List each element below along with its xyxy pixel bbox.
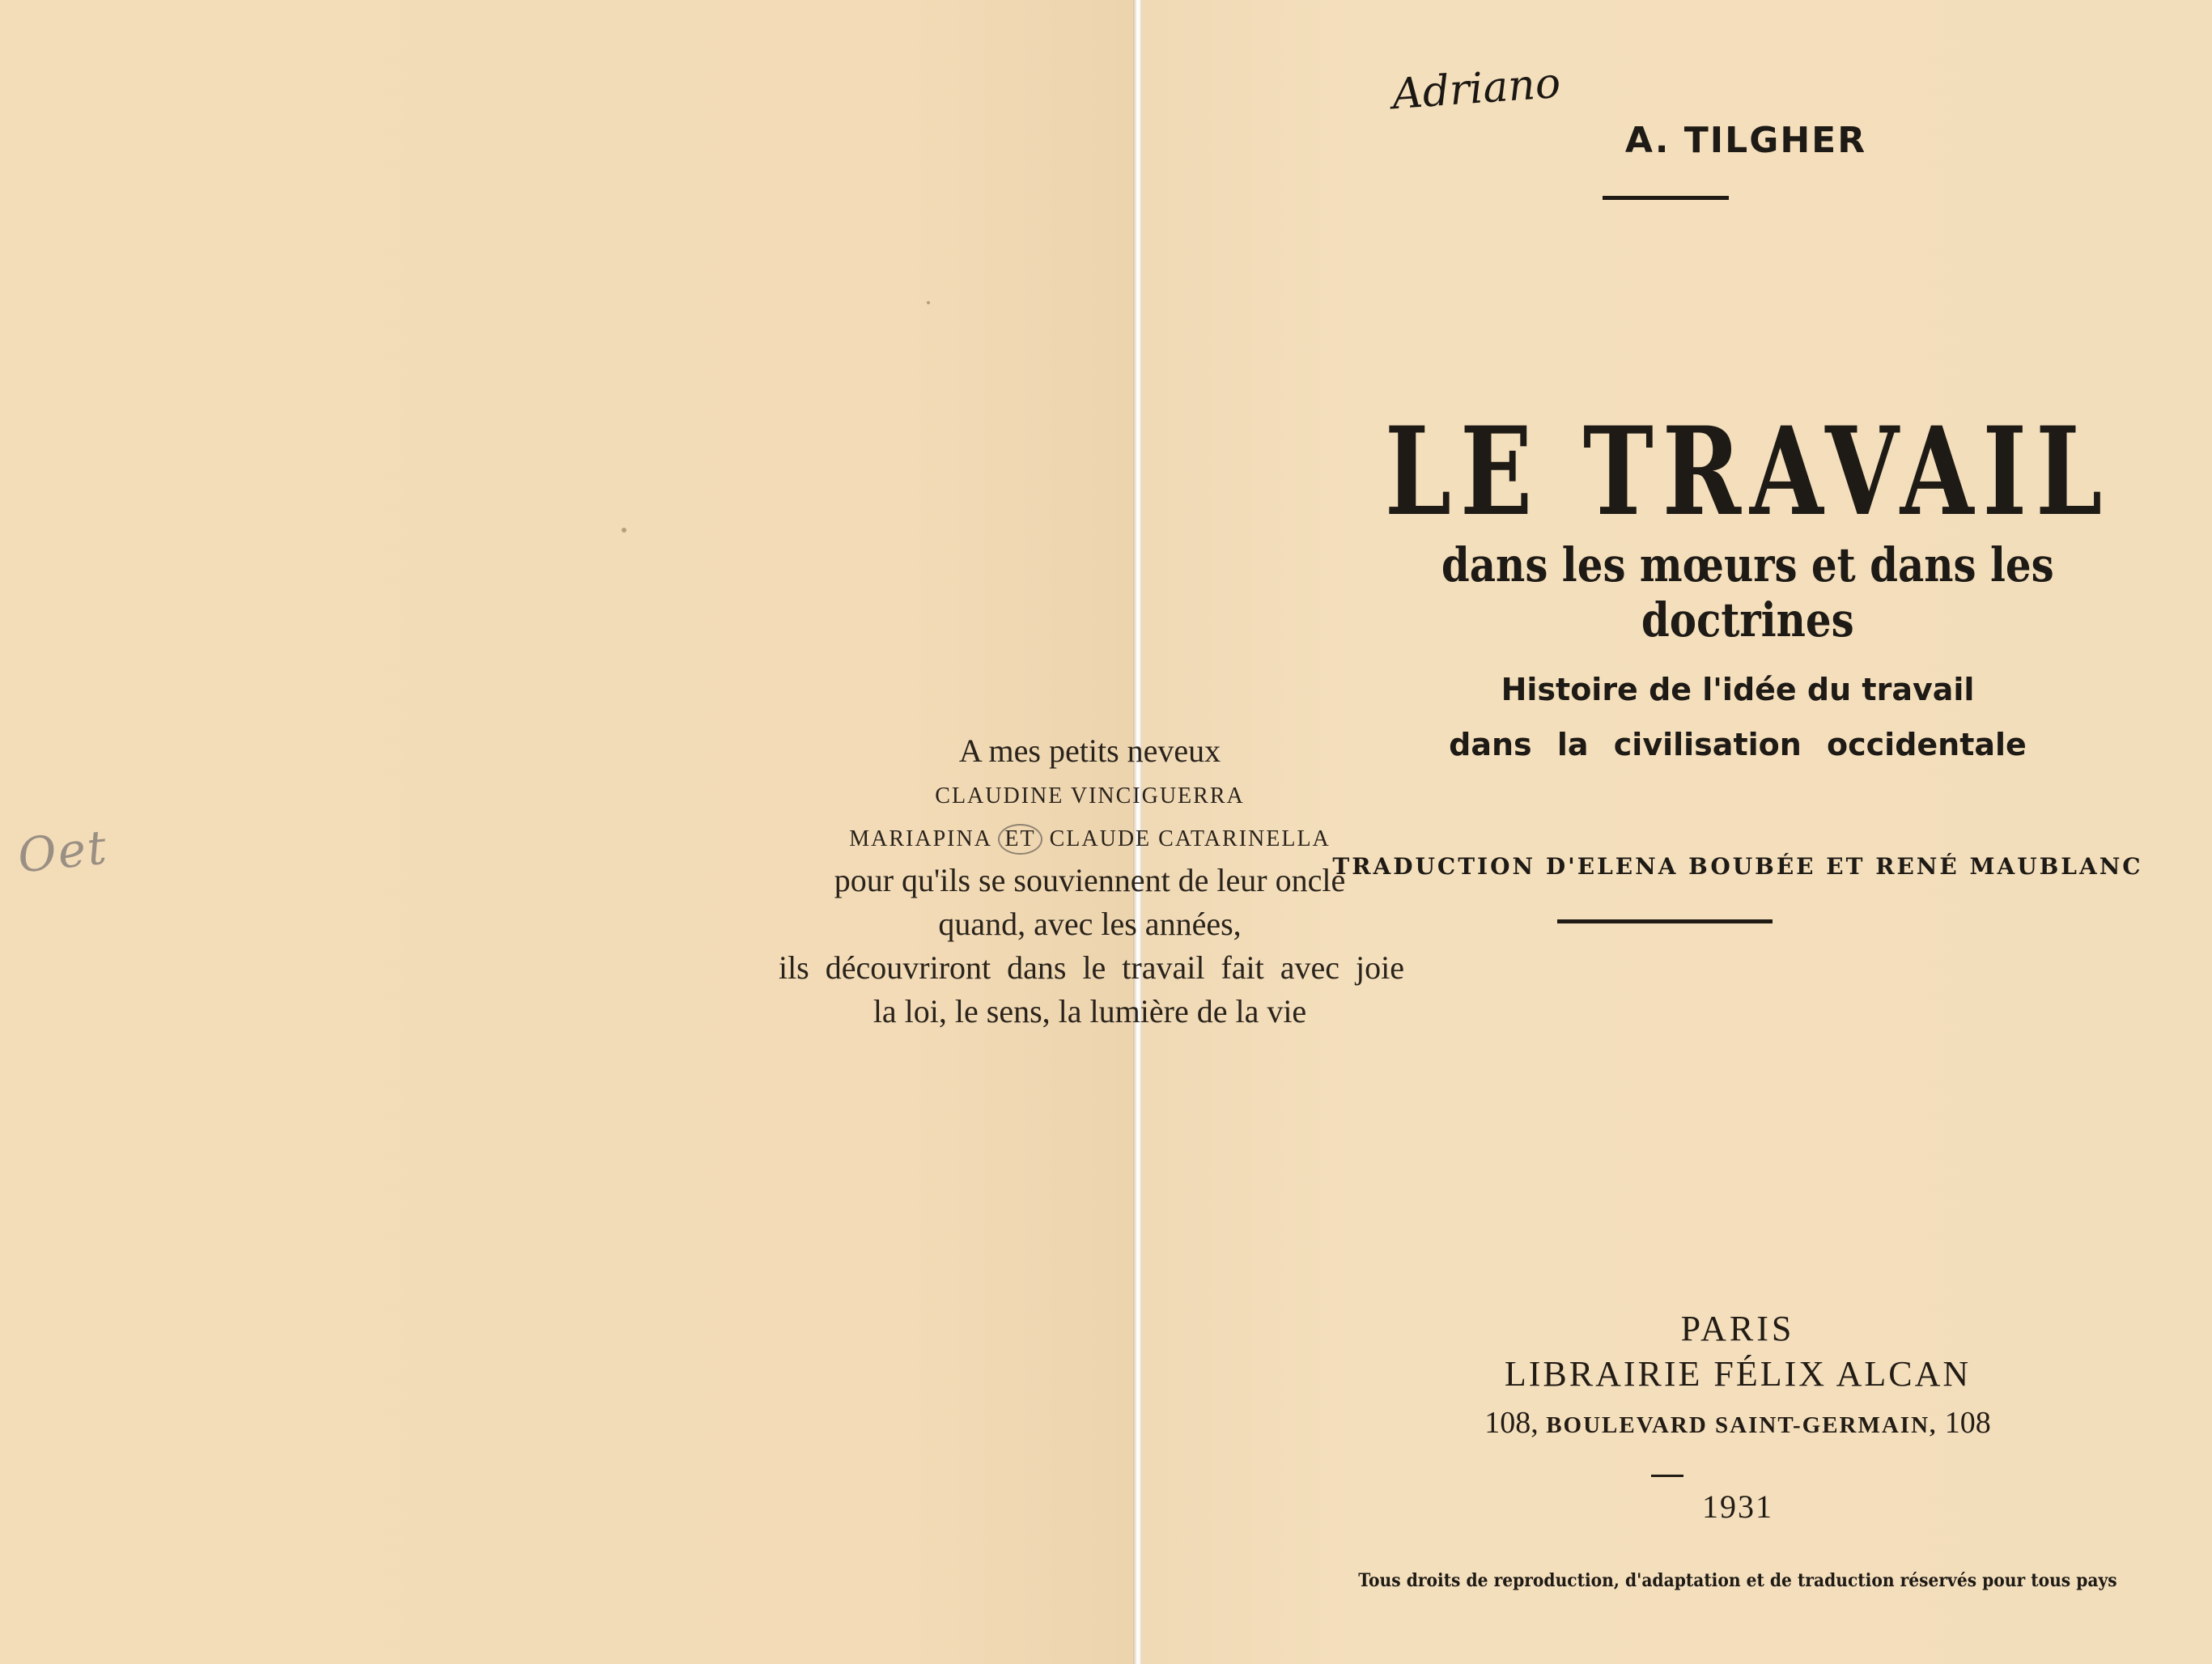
title-divider: [1557, 919, 1773, 923]
address-street: BOULEVARD SAINT-GERMAIN,: [1546, 1412, 1938, 1438]
dedication-line: A mes petits neveux: [958, 732, 1221, 769]
translators-line: TRADUCTION D'ELENA BOUBÉE ET RENÉ MAUBLANC: [1332, 853, 2143, 880]
dedication-name: CLAUDE CATARINELLA: [1049, 826, 1331, 851]
rights-notice: Tous droits de reproduction, d'adaptation et de traduction réservés pour tous pays: [1358, 1570, 2117, 1591]
description-line: dans la civilisation occidentale: [1449, 727, 2027, 762]
book-title: LE TRAVAIL: [1384, 401, 2112, 543]
book-subtitle: dans les mœurs et dans les doctrines: [1441, 537, 2054, 647]
dedication-line: ils découvriront dans le travail fait avec joie: [778, 949, 1405, 986]
dedication-name: MARIAPINA: [849, 826, 991, 851]
pencil-annotation: Oet: [15, 819, 111, 884]
paper-speck: [927, 301, 930, 304]
publisher-name: LIBRAIRIE FÉLIX ALCAN: [1504, 1354, 1972, 1394]
description-line: Histoire de l'idée du travail: [1501, 672, 1975, 707]
dedication-name-line: CLAUDINE VINCIGUERRA: [935, 783, 1245, 809]
paper-speck: [622, 528, 626, 533]
handwritten-name: Adriano: [1390, 58, 1562, 120]
publisher-address: [1142, 1405, 2212, 1441]
publication-year: 1931: [1702, 1488, 1773, 1525]
dedication-line: la loi, le sens, la lumière de la vie: [872, 993, 1307, 1029]
circled-word: ET: [998, 824, 1042, 855]
author-name: A. TILGHER: [1624, 120, 1867, 161]
dedication-line: pour qu'ils se souviennent de leur oncle: [834, 862, 1346, 898]
author-divider: [1603, 196, 1729, 200]
address-number: 108,: [1484, 1406, 1539, 1440]
publisher-city: PARIS: [1680, 1309, 1795, 1348]
dedication-name-line: [0, 824, 2196, 855]
year-divider: [1651, 1475, 1683, 1477]
dedication-line: quand, avec les années,: [938, 906, 1242, 942]
address-number: 108: [1944, 1406, 1991, 1440]
